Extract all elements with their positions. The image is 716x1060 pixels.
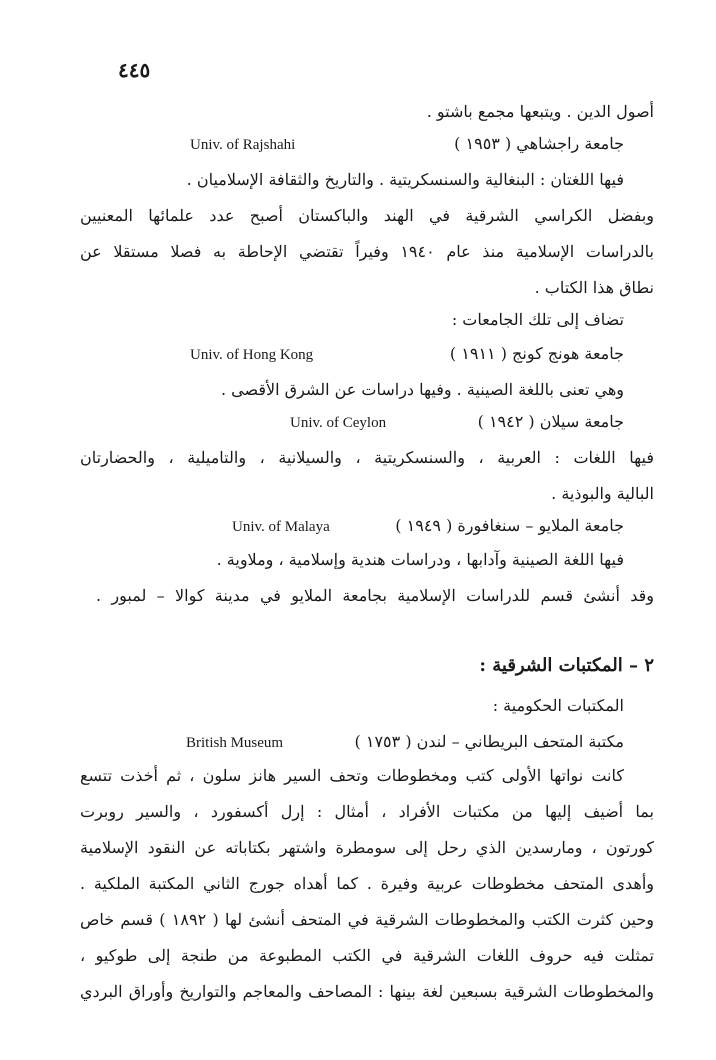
text-line: كورتون ، ومارسدين الذي رحل إلى سومطرة واشتهر بكتاباته عن النقود الإسلامية	[80, 838, 654, 857]
text-line: تضاف إلى تلك الجامعات :	[451, 310, 624, 329]
text-line: بالدراسات الإسلامية منذ عام ١٩٤٠ وفيراً تقتضي الإحاطة به فصلا مستقلا عن	[80, 242, 654, 261]
text-line: بما أضيف إليها من مكتبات الأفراد ، أمثال : إرل أكسفورد ، والسير روبرت	[80, 802, 654, 821]
entry-arabic: جامعة الملايو – سنغافورة ( ١٩٤٩ )	[395, 516, 624, 535]
entry-latin: Univ. of Malaya	[232, 519, 330, 535]
text-line: فيها اللغات : العربية ، والسنسكريتية ، والسيلانية ، والتاميلية ، والحضارتان	[80, 448, 654, 467]
text-line: أصول الدين . ويتبعها مجمع باشتو .	[426, 102, 654, 121]
entry-arabic: جامعة راجشاهي ( ١٩٥٣ )	[454, 134, 624, 153]
entry-latin: Univ. of Ceylon	[290, 415, 387, 431]
text-line: وبفضل الكراسي الشرقية في الهند والباكستان أصبح عدد علمائها المعنيين	[80, 206, 654, 225]
text-line: البالية والبوذية .	[551, 484, 654, 503]
text-line: فيها اللغتان : البنغالية والسنسكريتية . والتاريخ والثقافة الإسلاميان .	[186, 170, 624, 189]
entry-latin: Univ. of Rajshahi	[190, 137, 296, 153]
text-line: نطاق هذا الكتاب .	[534, 278, 654, 297]
section-heading: ٢ – المكتبات الشرقية :	[479, 655, 654, 676]
university-entry	[190, 342, 624, 367]
text-line: كانت نواتها الأولى كتب ومخطوطات وتحف السير هانز سلون ، ثم أخذت تتسع	[80, 766, 624, 785]
entry-arabic: جامعة سيلان ( ١٩٤٢ )	[477, 412, 624, 431]
university-entry	[232, 514, 624, 539]
subsection-title: المكتبات الحكومية :	[492, 696, 624, 715]
entry-arabic: مكتبة المتحف البريطاني – لندن ( ١٧٥٣ )	[354, 732, 624, 751]
text-line: فيها اللغة الصينية وآدابها ، ودراسات هندية وإسلامية ، وملاوية .	[216, 550, 624, 569]
entry-arabic: جامعة هونج كونج ( ١٩١١ )	[449, 344, 624, 363]
text-line: وحين كثرت الكتب والمخطوطات الشرقية في المتحف أنشئ لها ( ١٨٩٢ ) قسم خاص	[80, 910, 654, 929]
page-number: ٤٤٥	[118, 58, 151, 82]
library-entry	[186, 730, 624, 755]
entry-latin: Univ. of Hong Kong	[190, 347, 314, 363]
text-line: والمخطوطات الشرقية بسبعين لغة بينها : المصاحف والمعاجم والتواريخ وأوراق البردي	[80, 982, 654, 1001]
text-line: وهي تعنى باللغة الصينية . وفيها دراسات عن الشرق الأقصى .	[220, 380, 624, 399]
text-line: وأهدى المتحف مخطوطات عربية وفيرة . كما أهداه جورج الثاني المكتبة الملكية .	[80, 874, 654, 893]
university-entry	[190, 132, 624, 157]
text-line: وقد أنشئ قسم للدراسات الإسلامية بجامعة الملايو في مدينة كوالا – لمبور .	[96, 586, 654, 605]
university-entry	[290, 410, 624, 435]
text-line: تمثلت فيه حروف اللغات الشرقية في الكتب المطبوعة من طنجة إلى طوكيو ،	[80, 946, 654, 965]
entry-latin: British Museum	[186, 735, 284, 751]
